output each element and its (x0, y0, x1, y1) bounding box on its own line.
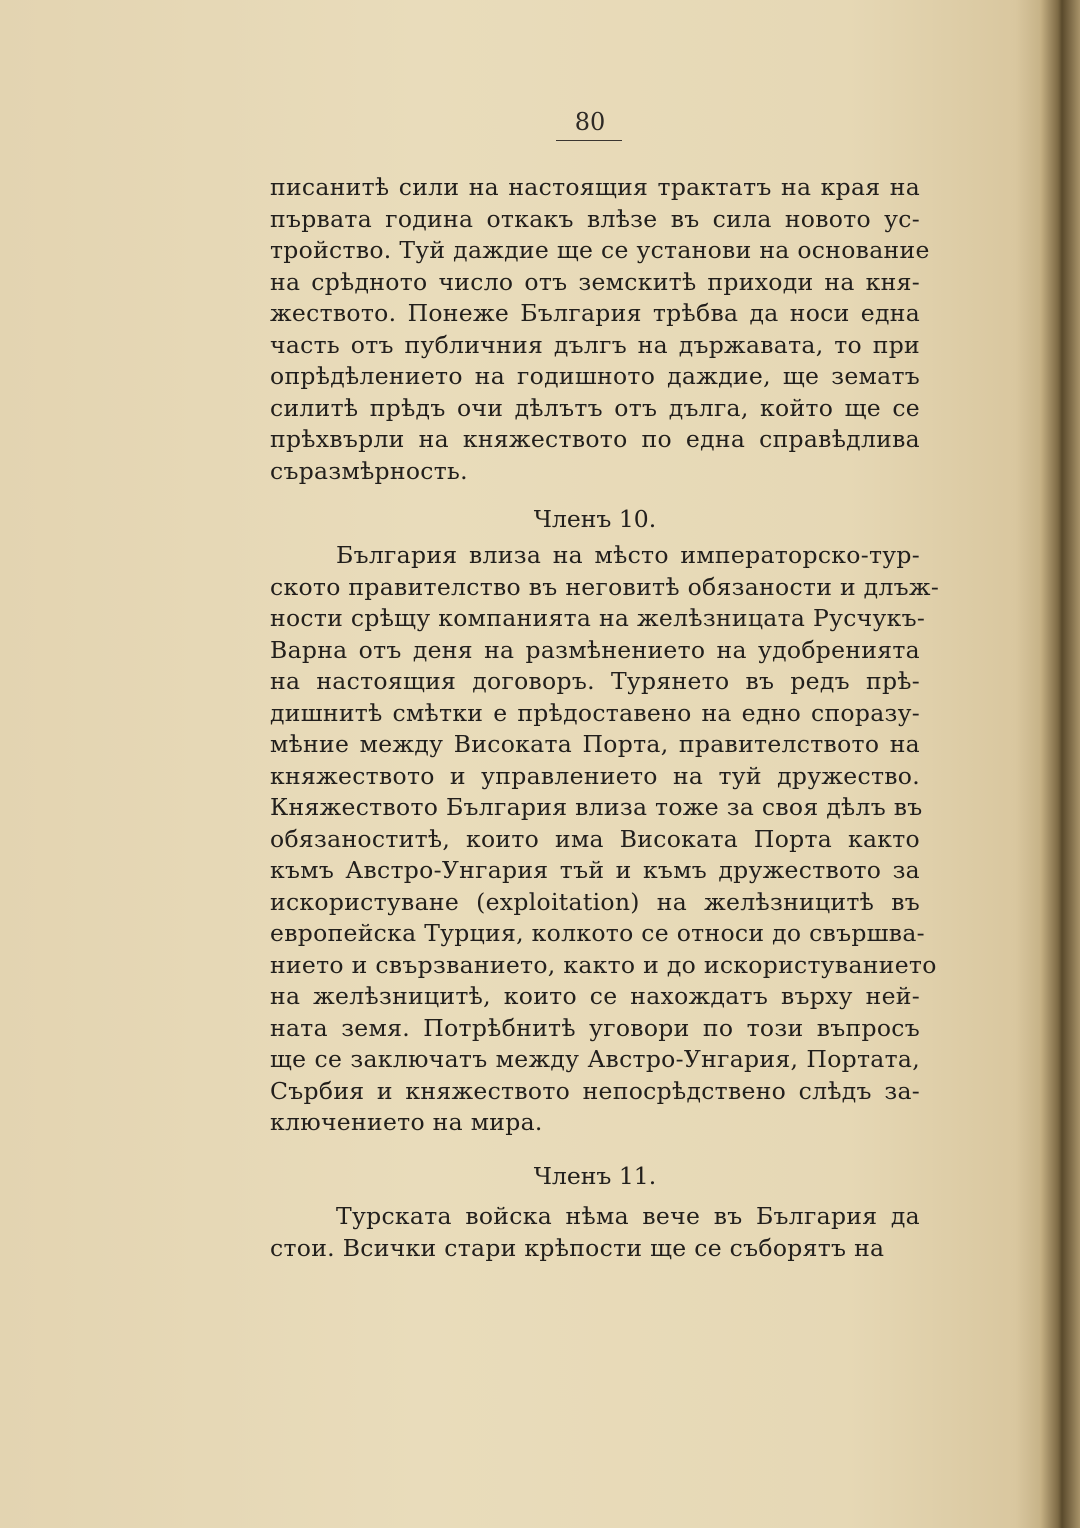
text-line: нието и свързванието, както и до искористуванието (270, 950, 937, 979)
text-line: Турската войска нѣма вече въ България да (336, 1202, 920, 1230)
paragraph-2 (270, 540, 940, 1139)
book-gutter (1040, 0, 1080, 1528)
article-heading-11: Членъ 11. (533, 1162, 657, 1190)
text-line: мѣние между Високата Порта, правителството на (270, 730, 920, 758)
page-number-rule (556, 140, 622, 141)
paragraph-1 (270, 172, 930, 487)
text-line: Варна отъ деня на размѣнението на удобренията (270, 635, 920, 664)
text-line: ната земя. Потрѣбнитѣ уговори по този въпросъ (270, 1013, 920, 1042)
text-line: Княжеството България влиза тоже за своя дѣлъ въ (270, 793, 923, 821)
text-line: европейска Турция, колкото се относи до свършва- (270, 919, 925, 947)
paragraph-3 (270, 1201, 920, 1264)
text-line: княжеството и управлението на туй дружество. (270, 761, 920, 790)
text-line: искористуване (exploitation) на желѣзницитѣ въ (270, 887, 920, 916)
text-line: стои. Всички стари крѣпости ще се съборятъ на (270, 1233, 885, 1262)
text-line: тройство. Туй даждие ще се установи на основание (270, 236, 930, 264)
text-line: дишнитѣ смѣтки е прѣдоставено на едно споразу- (270, 698, 920, 727)
text-line: първата година откакъ влѣзе въ сила новото ус- (270, 204, 920, 233)
text-line: на срѣдното число отъ земскитѣ приходи на кня- (270, 267, 920, 296)
text-line: опрѣдѣлението на годишното даждие, ще зематъ (270, 362, 920, 390)
text-line: ключението на мира. (270, 1108, 543, 1136)
text-line: жеството. Понеже България трѣбва да носи една (270, 299, 920, 327)
text-line: къмъ Австро-Унгария тъй и къмъ дружеството за (270, 856, 920, 884)
text-line: ското правителство въ неговитѣ обязаности и длъж- (270, 572, 940, 601)
text-line: на настоящия договоръ. Турянето въ редъ прѣ- (270, 667, 920, 695)
text-line: ности срѣщу компанията на желѣзницата Русчукъ- (270, 604, 926, 632)
text-line: Сърбия и княжеството непосрѣдствено слѣдъ за- (270, 1076, 920, 1105)
text-line: на желѣзницитѣ, които се нахождатъ върху ней- (270, 982, 920, 1010)
text-line: обязаноститѣ, които има Високата Порта както (270, 824, 920, 853)
text-line: ще се заключатъ между Австро-Унгария, Портата, (270, 1045, 920, 1073)
text-line: часть отъ публичния дългъ на държавата, то при (270, 330, 920, 359)
text-line: силитѣ прѣдъ очи дѣлътъ отъ дълга, който ще се (270, 393, 920, 422)
text-line: съразмѣрность. (270, 456, 468, 485)
page-number: 80 (574, 108, 606, 136)
text-line: България влиза на мѣсто императорско-тур- (336, 541, 920, 569)
text-line: писанитѣ сили на настоящия трактатъ на края на (270, 173, 920, 201)
article-heading-10: Членъ 10. (533, 505, 657, 533)
text-line: прѣхвърли на княжеството по една справѣдлива (270, 425, 920, 453)
